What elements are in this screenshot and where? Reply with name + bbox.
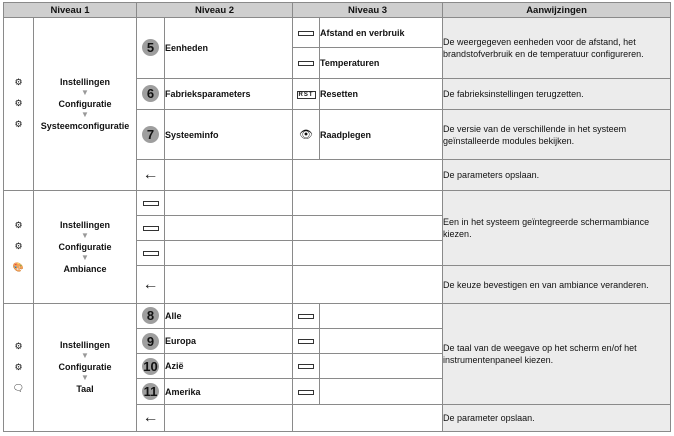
path-configuration: Configuratie [58, 241, 112, 252]
level3-distance: Afstand en verbruik [320, 18, 443, 48]
path-settings: Instellingen [60, 340, 111, 351]
palette-icon: 🎨 [12, 262, 25, 273]
step-badge: 8 [142, 307, 159, 324]
step-badge: 5 [142, 39, 159, 56]
header-level3: Niveau 3 [293, 3, 443, 18]
option-bar-icon [143, 251, 159, 256]
section3-path [34, 303, 137, 431]
arrow-down-icon: ▼ [81, 230, 89, 240]
table-row [4, 18, 671, 48]
path-configuration: Configuratie [58, 362, 112, 373]
step-badge: 11 [143, 384, 158, 399]
level2-asia: Azië [165, 354, 293, 379]
remark-language: De taal van de weegave op het scherm en/of het instrumentenpaneel kiezen. [443, 303, 671, 404]
menu-table [3, 2, 671, 432]
path-language: Taal [76, 384, 94, 395]
option-bar-icon [298, 61, 314, 66]
step-badge: 6 [142, 85, 159, 102]
path-ambiance: Ambiance [63, 263, 107, 274]
level3-temperatures: Temperaturen [320, 48, 443, 78]
double-gear-icon: ⚙ [14, 98, 23, 109]
level2-factory: Fabrieksparameters [165, 78, 293, 109]
gear-icon: ⚙ [14, 340, 23, 351]
section3-icons [4, 303, 34, 431]
remark-systeminfo: De versie van de verschillende in het systeem geïnstalleerde modules bekijken. [443, 109, 671, 159]
arrow-down-icon: ▼ [81, 252, 89, 262]
level2-systeminfo: Systeeminfo [165, 109, 293, 159]
header-level2: Niveau 2 [137, 3, 293, 18]
step-badge: 9 [142, 333, 159, 350]
path-settings: Instellingen [60, 76, 111, 87]
path-system-configuration: Systeemconfiguratie [40, 120, 130, 131]
level2-europe: Europa [165, 328, 293, 353]
section2-icons [4, 190, 34, 303]
arrow-down-icon: ▼ [81, 109, 89, 119]
header-row [4, 3, 671, 18]
level3-view: Raadplegen [320, 109, 443, 159]
language-icon: 🗨 [12, 382, 25, 393]
remark-save-language: De parameter opslaan. [443, 404, 671, 431]
path-settings: Instellingen [60, 219, 111, 230]
level3-reset: Resetten [320, 78, 443, 109]
step-badge: 7 [142, 126, 159, 143]
double-gear-icon: ⚙ [14, 241, 23, 252]
back-arrow-icon: ← [142, 165, 159, 183]
back-arrow-icon: ← [142, 275, 159, 293]
option-bar-icon [298, 339, 314, 344]
table-row [4, 190, 671, 215]
option-bar-icon [143, 226, 159, 231]
option-bar-icon [298, 314, 314, 319]
gear-icon: ⚙ [14, 77, 23, 88]
remark-save: De parameters opslaan. [443, 160, 671, 190]
option-bar-icon [298, 364, 314, 369]
header-level1: Niveau 1 [4, 3, 137, 18]
reset-icon: RST [298, 92, 314, 99]
level2-america: Amerika [165, 379, 293, 404]
header-remarks: Aanwijzingen [443, 3, 671, 18]
arrow-down-icon: ▼ [81, 351, 89, 361]
system-gear-icon: ⚙ [14, 119, 23, 130]
section1-icons [4, 18, 34, 191]
double-gear-icon: ⚙ [14, 361, 23, 372]
arrow-down-icon: ▼ [81, 87, 89, 97]
remark-ambiance: Een in het systeem geïntegreerde schermambiance kiezen. [443, 190, 671, 266]
option-bar-icon [298, 390, 314, 395]
level2-units: Eenheden [165, 18, 293, 79]
path-configuration: Configuratie [58, 98, 112, 109]
remark-confirm: De keuze bevestigen en van ambiance veranderen. [443, 266, 671, 303]
table-row [4, 303, 671, 328]
section1-path [34, 18, 137, 191]
gear-icon: ⚙ [14, 220, 23, 231]
level2-all: Alle [165, 303, 293, 328]
eye-icon: 👁 [299, 129, 314, 142]
section2-path [34, 190, 137, 303]
back-arrow-icon: ← [142, 408, 159, 426]
step-badge: 10 [143, 358, 158, 374]
option-bar-icon [298, 31, 314, 36]
remark-units: De weergegeven eenheden voor de afstand, het brandstofverbruik en de temperatuur configureren. [443, 18, 671, 79]
option-bar-icon [143, 201, 159, 206]
remark-factory: De fabrieksinstellingen terugzetten. [443, 78, 671, 109]
arrow-down-icon: ▼ [81, 373, 89, 383]
